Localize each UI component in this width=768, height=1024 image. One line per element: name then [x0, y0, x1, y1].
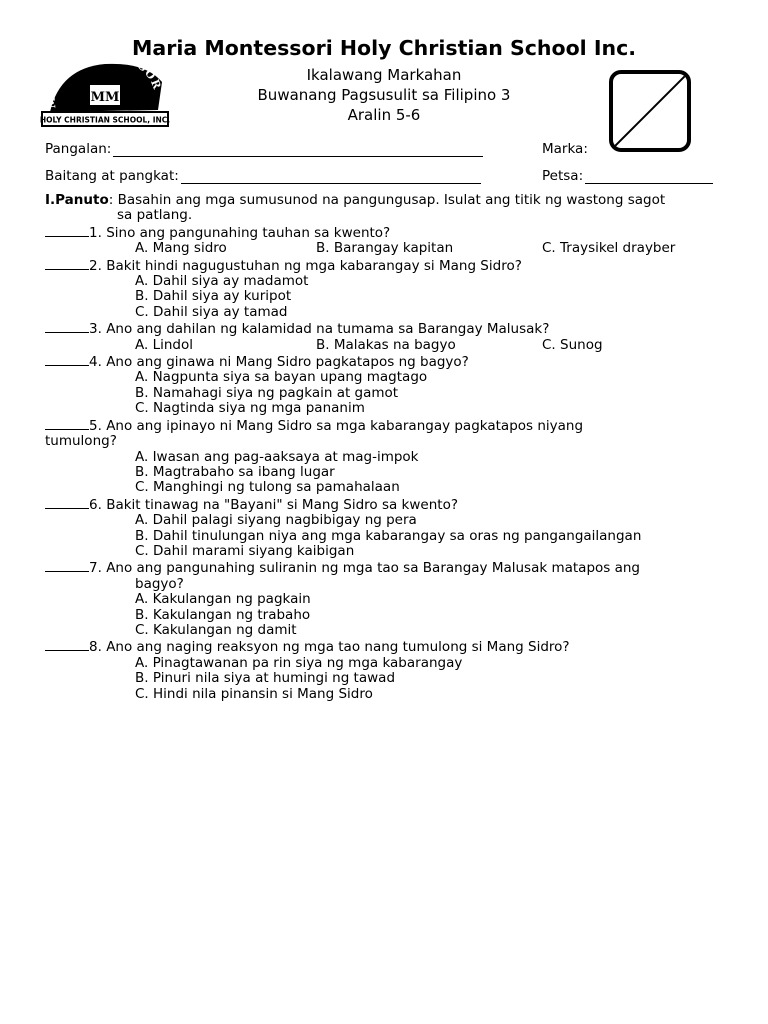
school-logo	[40, 60, 170, 128]
answer-blank-5[interactable]	[45, 417, 89, 430]
question-text: Bakit hindi nagugustuhan ng mga kabarangay si Mang Sidro?	[106, 257, 522, 274]
logo-top-text: MARIA SSOR	[44, 60, 164, 109]
option: B. Dahil siya ay kuripot	[135, 288, 292, 305]
lesson-title: Aralin 5-6	[347, 106, 421, 124]
question-text: Ano ang ipinayo ni Mang Sidro sa mga kabarangay pagkatapos niyang	[106, 417, 584, 434]
exam-content	[45, 193, 725, 702]
instructions	[45, 193, 725, 224]
question-text-cont: tumulong?	[45, 433, 117, 450]
name-field	[45, 141, 483, 157]
option: A. Pinagtawanan pa rin siya ng mga kabarangay	[135, 654, 463, 671]
question-text-cont: bagyo?	[135, 575, 184, 592]
option: B. Magtrabaho sa ibang lugar	[135, 463, 335, 480]
option: C. Dahil marami siyang kaibigan	[135, 542, 355, 559]
logo-center-text: MM	[90, 90, 120, 105]
instructions-text-cont: sa patlang.	[117, 207, 193, 224]
grade-section-input-line[interactable]	[181, 169, 481, 184]
answer-blank-1[interactable]	[45, 224, 89, 237]
option: A. Mang sidro	[135, 240, 227, 257]
option: C. Hindi nila pinansin si Mang Sidro	[135, 685, 373, 702]
answer-blank-7[interactable]	[45, 559, 89, 572]
question-text: Bakit tinawag na "Bayani" si Mang Sidro sa kwento?	[106, 496, 458, 513]
quarter-title: Ikalawang Markahan	[306, 66, 462, 84]
question-text: Ano ang ginawa ni Mang Sidro pagkatapos ng bagyo?	[106, 354, 469, 371]
option: C. Nagtinda siya ng mga pananim	[135, 400, 365, 417]
option: B. Barangay kapitan	[316, 240, 454, 257]
name-label: Pangalan:	[45, 141, 112, 157]
question-3: 3. Ano ang dahilan ng kalamidad na tumama sa Barangay Malusak?	[45, 320, 725, 337]
question-7: 7. Ano ang pangunahing suliranin ng mga tao sa Barangay Malusak matapos ang	[45, 559, 725, 576]
question-5: 5. Ano ang ipinayo ni Mang Sidro sa mga kabarangay pagkatapos niyang	[45, 417, 725, 434]
option: C. Dahil siya ay tamad	[135, 303, 288, 320]
date-label: Petsa:	[542, 168, 584, 184]
option: A. Nagpunta siya sa bayan upang magtago	[135, 369, 428, 386]
option: C. Traysikel drayber	[542, 240, 676, 257]
score-box[interactable]	[609, 70, 691, 152]
name-input-line[interactable]	[113, 142, 483, 157]
instructions-text: : Basahin ang mga sumusunod na pangungusap. Isulat ang titik ng wastong sagot	[108, 192, 666, 208]
instructions-label: I.Panuto	[45, 192, 109, 208]
question-1: 1. Sino ang pangunahing tauhan sa kwento?	[45, 224, 725, 241]
option: A. Iwasan ang pag-aaksaya at mag-impok	[135, 448, 419, 465]
option: A. Kakulangan ng pagkain	[135, 591, 311, 608]
school-name: Maria Montessori Holy Christian School Inc.	[131, 36, 637, 60]
question-4: 4. Ano ang ginawa ni Mang Sidro pagkatapos ng bagyo?	[45, 353, 725, 370]
answer-blank-2[interactable]	[45, 257, 89, 270]
question-text: Sino ang pangunahing tauhan sa kwento?	[106, 224, 391, 241]
option: C. Kakulangan ng damit	[135, 621, 297, 638]
option: A. Dahil siya ay madamot	[135, 273, 309, 290]
answer-blank-4[interactable]	[45, 353, 89, 366]
option: B. Pinuri nila siya at humingi ng tawad	[135, 670, 396, 687]
question-6: 6. Bakit tinawag na "Bayani" si Mang Sidro sa kwento?	[45, 496, 725, 513]
question-text: Ano ang pangunahing suliranin ng mga tao sa Barangay Malusak matapos ang	[106, 560, 640, 577]
score-label: Marka:	[542, 141, 588, 157]
option: B. Kakulangan ng trabaho	[135, 606, 311, 623]
grade-section-field	[45, 168, 481, 184]
question-text: Ano ang naging reaksyon ng mga tao nang tumulong si Mang Sidro?	[106, 639, 570, 656]
option: B. Malakas na bagyo	[316, 336, 456, 353]
option: C. Sunog	[542, 336, 603, 353]
option: C. Manghingi ng tulong sa pamahalaan	[135, 479, 400, 496]
answer-blank-6[interactable]	[45, 496, 89, 509]
grade-section-label: Baitang at pangkat:	[45, 168, 179, 184]
option: B. Namahagi siya ng pagkain at gamot	[135, 384, 399, 401]
option: A. Lindol	[135, 336, 193, 353]
answer-blank-8[interactable]	[45, 638, 89, 651]
question-1-options	[45, 241, 725, 256]
date-field	[542, 168, 713, 184]
answer-blank-3[interactable]	[45, 320, 89, 333]
question-3-options	[45, 338, 725, 353]
question-2: 2. Bakit hindi nagugustuhan ng mga kabarangay si Mang Sidro?	[45, 257, 725, 274]
option: A. Dahil palagi siyang nagbibigay ng pera	[135, 512, 417, 529]
date-input-line[interactable]	[585, 169, 713, 184]
score-field	[542, 141, 588, 157]
question-8: 8. Ano ang naging reaksyon ng mga tao nang tumulong si Mang Sidro?	[45, 638, 725, 655]
logo-banner-text: HOLY CHRISTIAN SCHOOL, INC.	[40, 115, 170, 125]
exam-title: Buwanang Pagsusulit sa Filipino 3	[257, 86, 511, 104]
option: B. Dahil tinulungan niya ang mga kabarangay sa oras ng pangangailangan	[135, 527, 642, 544]
question-text: Ano ang dahilan ng kalamidad na tumama sa Barangay Malusak?	[106, 321, 550, 338]
